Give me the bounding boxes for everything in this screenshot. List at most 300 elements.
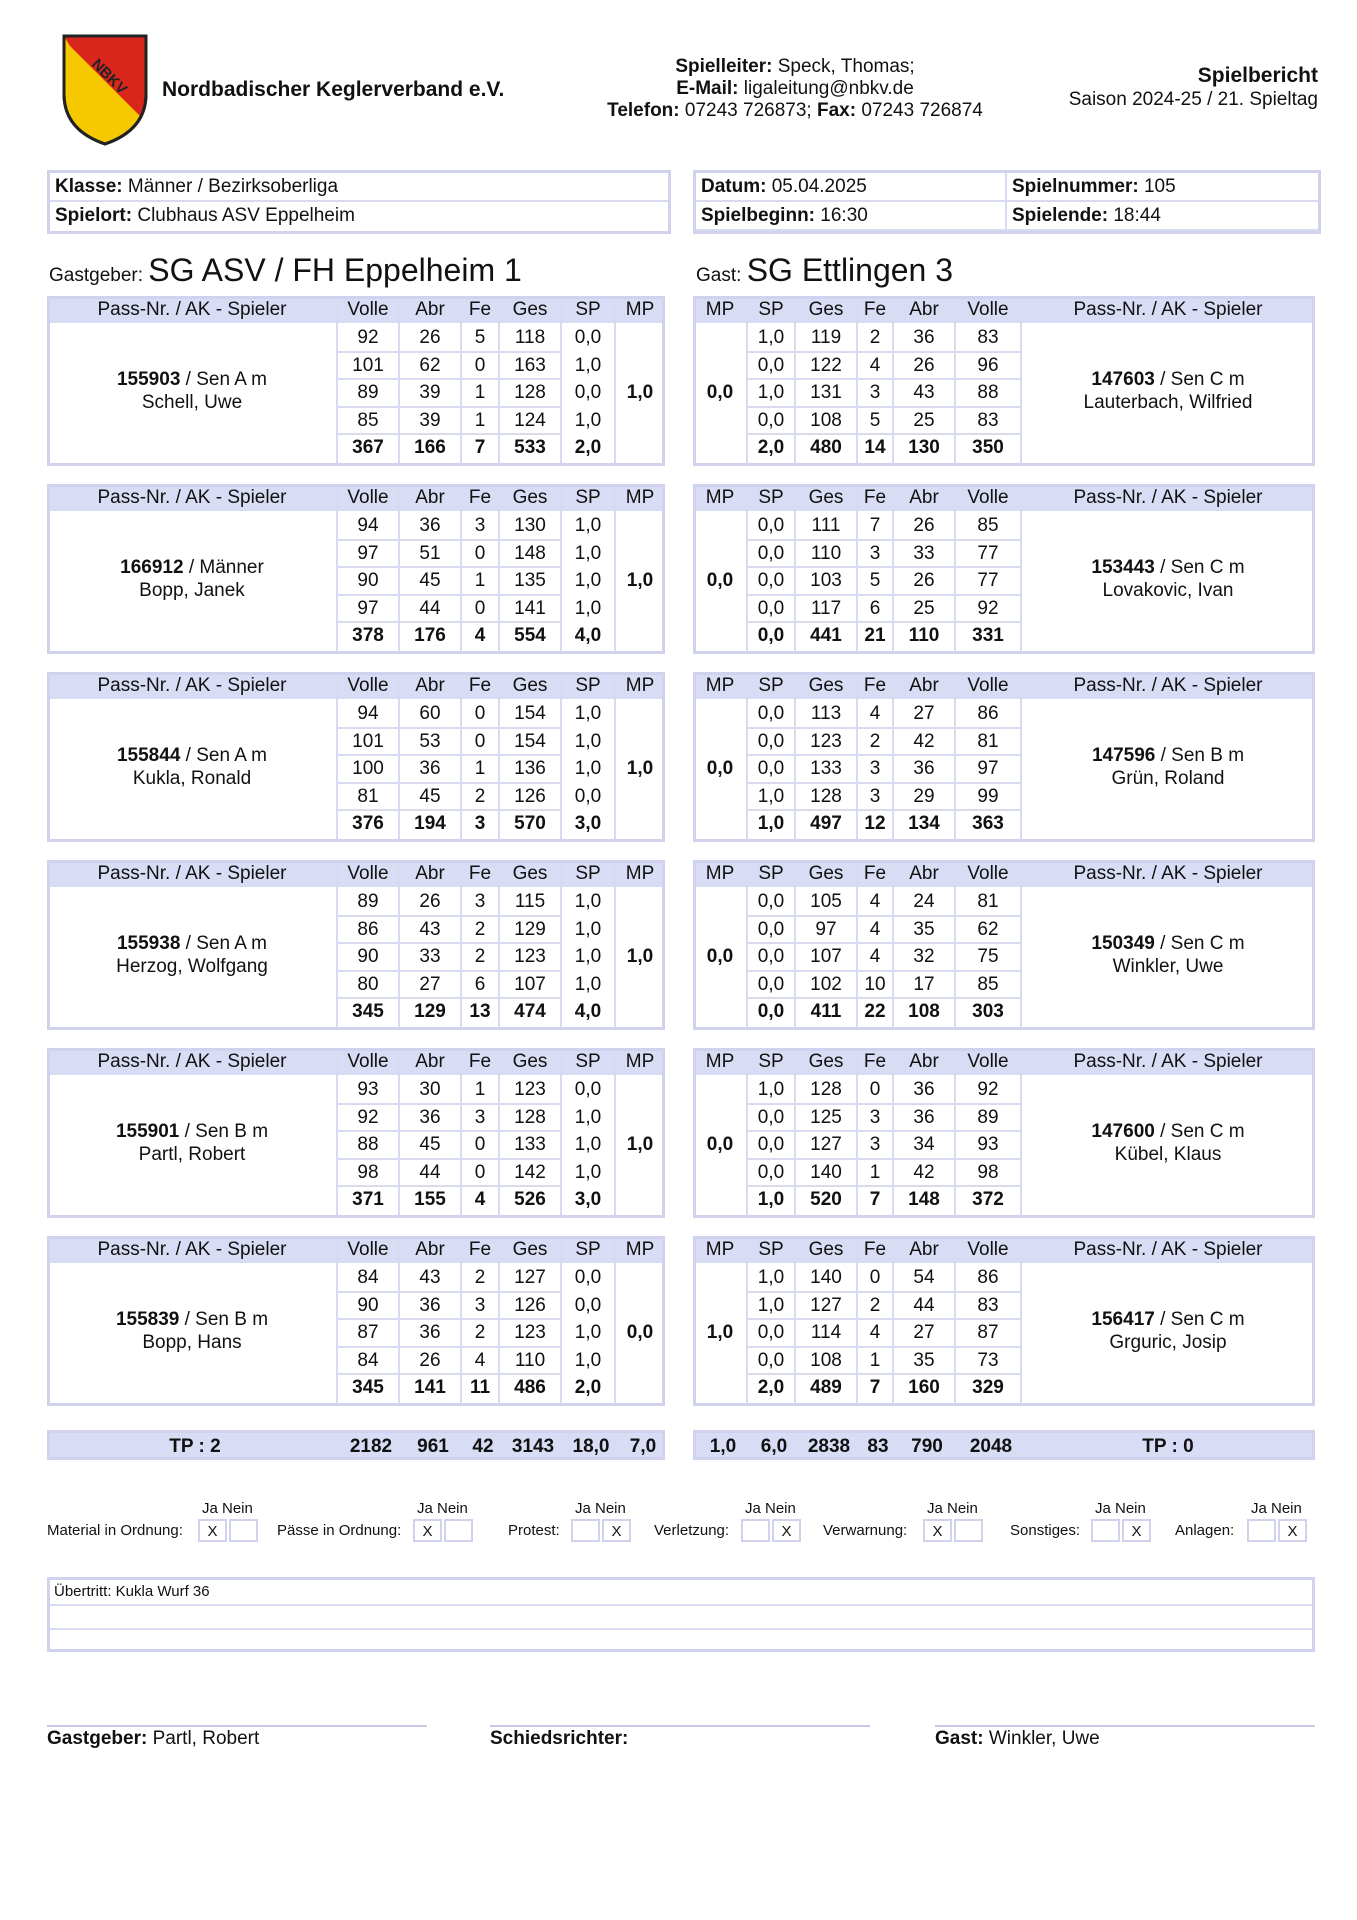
score-cell: 3 bbox=[474, 891, 486, 912]
score-cell: 1,0 bbox=[574, 1134, 602, 1155]
column-header: Pass-Nr. / AK - Spieler bbox=[97, 299, 287, 320]
score-cell: 87 bbox=[357, 1322, 379, 1343]
score-cell: 2 bbox=[869, 327, 881, 348]
player-age-class: / Männer bbox=[183, 557, 264, 578]
column-header: Fe bbox=[863, 863, 887, 884]
total-cell: 526 bbox=[514, 1189, 546, 1210]
score-cell: 42 bbox=[913, 1161, 935, 1183]
column-header: Abr bbox=[909, 675, 939, 696]
column-header: SP bbox=[758, 1051, 784, 1072]
column-header: Fe bbox=[468, 675, 492, 696]
column-header: Abr bbox=[909, 863, 939, 884]
score-cell: 51 bbox=[419, 542, 441, 564]
score-cell: 33 bbox=[913, 542, 935, 564]
score-cell: 26 bbox=[419, 327, 441, 348]
column-header: Abr bbox=[415, 1051, 445, 1072]
score-cell: 44 bbox=[913, 1294, 935, 1316]
score-cell: 107 bbox=[810, 946, 842, 967]
score-cell: 29 bbox=[913, 785, 935, 807]
block-border bbox=[47, 1048, 665, 1218]
match-points: 1,0 bbox=[626, 1134, 654, 1155]
score-cell: 1,0 bbox=[574, 1161, 602, 1183]
column-header: Volle bbox=[347, 299, 389, 320]
score-cell: 2 bbox=[474, 946, 486, 967]
total-cell: 160 bbox=[908, 1377, 940, 1398]
column-header: Pass-Nr. / AK - Spieler bbox=[97, 1239, 287, 1260]
signature-home: Gastgeber: Partl, Robert bbox=[47, 1728, 260, 1749]
total-cell: 3,0 bbox=[574, 1189, 602, 1210]
grand-total-cell: 790 bbox=[911, 1436, 943, 1457]
score-cell: 54 bbox=[913, 1267, 935, 1288]
match-points: 1,0 bbox=[706, 1322, 734, 1343]
total-cell: 21 bbox=[864, 625, 886, 646]
score-cell: 1,0 bbox=[574, 703, 602, 724]
total-cell: 7 bbox=[474, 437, 486, 458]
player-name: Kübel, Klaus bbox=[1114, 1144, 1222, 1165]
score-cell: 1,0 bbox=[757, 1294, 785, 1316]
score-cell: 123 bbox=[514, 1322, 546, 1343]
score-cell: 0,0 bbox=[574, 1267, 602, 1288]
player-pass-number: 150349 bbox=[1091, 933, 1155, 954]
player-pass-number: 147600 bbox=[1091, 1121, 1155, 1142]
score-cell: 111 bbox=[811, 515, 841, 536]
score-cell: 0,0 bbox=[757, 597, 785, 619]
score-cell: 110 bbox=[810, 542, 842, 564]
total-cell: 2,0 bbox=[574, 1377, 602, 1398]
score-cell: 123 bbox=[514, 1079, 546, 1100]
checkbox-ja bbox=[1091, 1519, 1120, 1542]
score-cell: 10 bbox=[864, 973, 886, 995]
score-cell: 26 bbox=[913, 354, 935, 376]
score-cell: 100 bbox=[352, 758, 384, 779]
total-cell: 141 bbox=[414, 1377, 446, 1398]
score-cell: 142 bbox=[514, 1161, 546, 1183]
home-totals bbox=[47, 1430, 665, 1460]
column-header: Volle bbox=[967, 1051, 1009, 1072]
column-header: MP bbox=[705, 675, 735, 696]
score-cell: 123 bbox=[514, 946, 546, 967]
score-cell: 34 bbox=[913, 1134, 935, 1155]
score-cell: 36 bbox=[913, 1106, 935, 1128]
total-cell: 474 bbox=[514, 1001, 546, 1022]
column-header: Volle bbox=[347, 863, 389, 884]
column-header: Fe bbox=[863, 1239, 887, 1260]
score-cell: 4 bbox=[869, 946, 881, 967]
score-cell: 154 bbox=[514, 730, 546, 752]
score-cell: 75 bbox=[977, 946, 999, 967]
check-label: Pässe in Ordnung: bbox=[277, 1522, 402, 1539]
column-header: Ges bbox=[512, 863, 548, 884]
column-header: SP bbox=[575, 1051, 601, 1072]
score-cell: 5 bbox=[474, 327, 486, 348]
player-age-class: / Sen C m bbox=[1154, 369, 1245, 390]
score-cell: 86 bbox=[977, 703, 999, 724]
checkbox-ja: X bbox=[923, 1519, 952, 1542]
score-cell: 36 bbox=[419, 515, 441, 536]
player-name: Lauterbach, Wilfried bbox=[1083, 392, 1253, 413]
remarks-line-1: Übertritt: Kukla Wurf 36 bbox=[54, 1583, 210, 1600]
score-cell: 1,0 bbox=[757, 1079, 785, 1100]
column-header: Fe bbox=[863, 487, 887, 508]
score-cell: 6 bbox=[869, 597, 881, 619]
match-points: 0,0 bbox=[706, 570, 734, 591]
block-border bbox=[47, 1236, 665, 1406]
player-pass-number: 155903 bbox=[116, 369, 181, 390]
score-cell: 7 bbox=[869, 515, 881, 536]
score-cell: 96 bbox=[977, 354, 999, 376]
spielnummer-value: 105 bbox=[1143, 176, 1176, 197]
score-cell: 26 bbox=[419, 1349, 441, 1371]
total-cell: 130 bbox=[908, 437, 940, 458]
score-cell: 94 bbox=[357, 703, 379, 724]
score-cell: 0 bbox=[474, 703, 486, 724]
column-header: Ges bbox=[808, 675, 844, 696]
home-game-block bbox=[47, 1048, 665, 1218]
column-header: Volle bbox=[967, 487, 1009, 508]
column-header: MP bbox=[705, 1051, 735, 1072]
column-header: Fe bbox=[468, 299, 492, 320]
check-label: Material in Ordnung: bbox=[47, 1522, 183, 1539]
score-cell: 0,0 bbox=[757, 891, 785, 912]
score-cell: 3 bbox=[869, 785, 881, 807]
column-header: Ges bbox=[512, 299, 548, 320]
score-cell: 93 bbox=[357, 1079, 379, 1100]
score-cell: 4 bbox=[869, 354, 881, 376]
column-header: Volle bbox=[347, 1239, 389, 1260]
player-age-class: / Sen B m bbox=[179, 1121, 269, 1142]
column-header: Ges bbox=[808, 1239, 844, 1260]
score-cell: 87 bbox=[977, 1322, 999, 1343]
total-cell: 12 bbox=[864, 813, 886, 834]
score-cell: 36 bbox=[419, 758, 441, 779]
column-header: Pass-Nr. / AK - Spieler bbox=[1073, 675, 1263, 696]
score-cell: 136 bbox=[514, 758, 546, 779]
score-cell: 3 bbox=[869, 382, 881, 403]
total-cell: 22 bbox=[864, 1001, 886, 1022]
total-cell: 497 bbox=[810, 813, 842, 834]
block-border bbox=[47, 860, 665, 1030]
score-cell: 115 bbox=[514, 891, 546, 912]
spielbeginn-value: 16:30 bbox=[820, 205, 868, 226]
checkbox-nein: X bbox=[1122, 1519, 1151, 1542]
score-cell: 97 bbox=[357, 597, 379, 619]
score-cell: 4 bbox=[869, 891, 881, 912]
score-cell: 102 bbox=[810, 973, 842, 995]
column-header: Volle bbox=[967, 299, 1009, 320]
score-cell: 0,0 bbox=[757, 542, 785, 564]
column-header: Ges bbox=[808, 1051, 844, 1072]
score-cell: 126 bbox=[514, 1294, 546, 1316]
column-header: Ges bbox=[808, 863, 844, 884]
home-game-block bbox=[47, 296, 665, 466]
match-points: 1,0 bbox=[626, 946, 654, 967]
klasse-value: Männer / Bezirksoberliga bbox=[127, 176, 339, 197]
score-cell: 0,0 bbox=[574, 785, 602, 807]
column-header: Volle bbox=[347, 487, 389, 508]
player-age-class: / Sen C m bbox=[1154, 557, 1245, 578]
grand-total-cell: 2182 bbox=[349, 1436, 393, 1457]
score-cell: 0,0 bbox=[757, 1349, 785, 1371]
spielende-value: 18:44 bbox=[1113, 205, 1161, 226]
away-game-block bbox=[693, 672, 1315, 842]
player-pass-number: 166912 bbox=[120, 557, 184, 578]
score-cell: 129 bbox=[514, 918, 546, 940]
score-cell: 133 bbox=[514, 1134, 546, 1155]
column-header: Pass-Nr. / AK - Spieler bbox=[97, 1051, 287, 1072]
score-cell: 93 bbox=[977, 1134, 999, 1155]
score-cell: 45 bbox=[419, 1134, 441, 1155]
score-cell: 110 bbox=[514, 1349, 546, 1371]
score-cell: 97 bbox=[815, 918, 837, 940]
column-header: Abr bbox=[415, 487, 445, 508]
block-border bbox=[693, 1236, 1315, 1406]
column-header: Fe bbox=[863, 299, 887, 320]
checkbox-nein: X bbox=[602, 1519, 631, 1542]
player-pass-number: 153443 bbox=[1091, 557, 1155, 578]
score-cell: 1,0 bbox=[574, 1349, 602, 1371]
column-header: Ges bbox=[512, 1051, 548, 1072]
checkbox-nein: X bbox=[1278, 1519, 1307, 1542]
grand-total-cell: 83 bbox=[867, 1436, 889, 1457]
away-totals bbox=[693, 1430, 1315, 1460]
score-cell: 77 bbox=[977, 570, 999, 591]
column-header: Pass-Nr. / AK - Spieler bbox=[97, 675, 287, 696]
score-cell: 0,0 bbox=[757, 703, 785, 724]
column-header: Volle bbox=[967, 863, 1009, 884]
score-cell: 1 bbox=[474, 758, 486, 779]
score-cell: 27 bbox=[913, 703, 935, 724]
score-cell: 1,0 bbox=[574, 891, 602, 912]
column-header: Ges bbox=[512, 1239, 548, 1260]
match-points: 0,0 bbox=[706, 758, 734, 779]
player-age-class: / Sen B m bbox=[1155, 745, 1245, 766]
checkbox-nein: X bbox=[772, 1519, 801, 1542]
score-cell: 5 bbox=[869, 570, 881, 591]
grand-total-cell: 18,0 bbox=[572, 1436, 610, 1457]
match-points: 1,0 bbox=[626, 570, 654, 591]
column-header: Abr bbox=[415, 299, 445, 320]
score-cell: 89 bbox=[357, 382, 379, 403]
score-cell: 80 bbox=[357, 973, 379, 995]
score-cell: 1 bbox=[869, 1349, 881, 1371]
total-cell: 345 bbox=[352, 1377, 384, 1398]
column-header: SP bbox=[575, 299, 601, 320]
total-cell: 13 bbox=[469, 1001, 491, 1022]
score-cell: 1,0 bbox=[574, 758, 602, 779]
score-cell: 0,0 bbox=[757, 354, 785, 376]
player-pass-number: 156417 bbox=[1091, 1309, 1155, 1330]
total-cell: 108 bbox=[908, 1001, 940, 1022]
check-label: Anlagen: bbox=[1175, 1522, 1235, 1539]
score-cell: 25 bbox=[913, 597, 935, 619]
score-cell: 97 bbox=[977, 758, 999, 779]
score-cell: 163 bbox=[514, 354, 546, 376]
contact-info: Spielleiter: Speck, Thomas; E-Mail: ligaleitung@nbkv.de Telefon: 07243 726873; Fax: 07243 726874 bbox=[607, 56, 983, 121]
score-cell: 101 bbox=[352, 730, 384, 752]
column-header: Fe bbox=[863, 675, 887, 696]
total-cell: 3,0 bbox=[574, 813, 602, 834]
total-cell: 2,0 bbox=[574, 437, 602, 458]
match-points: 0,0 bbox=[706, 1134, 734, 1155]
home-team-title: Gastgeber: SG ASV / FH Eppelheim 1 bbox=[49, 252, 522, 288]
score-cell: 62 bbox=[977, 918, 999, 940]
score-cell: 44 bbox=[419, 597, 441, 619]
score-cell: 133 bbox=[810, 758, 842, 779]
total-cell: 7 bbox=[869, 1377, 881, 1398]
column-header: Fe bbox=[468, 487, 492, 508]
score-cell: 3 bbox=[869, 1134, 881, 1155]
match-points: 1,0 bbox=[626, 382, 654, 403]
score-cell: 39 bbox=[419, 382, 441, 403]
checkbox-ja bbox=[741, 1519, 770, 1542]
score-cell: 92 bbox=[357, 327, 379, 348]
score-cell: 3 bbox=[869, 758, 881, 779]
score-cell: 92 bbox=[977, 1079, 999, 1100]
checkbox-nein bbox=[229, 1519, 258, 1542]
total-cell: 363 bbox=[972, 813, 1004, 834]
total-cell: 367 bbox=[352, 437, 384, 458]
score-cell: 98 bbox=[977, 1161, 999, 1183]
home-game-block bbox=[47, 672, 665, 842]
player-name: Kukla, Ronald bbox=[132, 768, 252, 789]
score-cell: 1,0 bbox=[757, 785, 785, 807]
total-cell: 486 bbox=[514, 1377, 546, 1398]
column-header: SP bbox=[575, 675, 601, 696]
total-cell: 1,0 bbox=[757, 813, 785, 834]
column-header: Pass-Nr. / AK - Spieler bbox=[1073, 487, 1263, 508]
score-cell: 3 bbox=[474, 515, 486, 536]
score-cell: 2 bbox=[474, 1322, 486, 1343]
score-cell: 126 bbox=[514, 785, 546, 807]
checkbox-ja: X bbox=[198, 1519, 227, 1542]
column-header: Pass-Nr. / AK - Spieler bbox=[97, 863, 287, 884]
score-cell: 0,0 bbox=[757, 515, 785, 536]
total-cell: 11 bbox=[469, 1377, 491, 1398]
score-cell: 25 bbox=[913, 409, 935, 431]
score-cell: 140 bbox=[810, 1267, 842, 1288]
score-cell: 86 bbox=[977, 1267, 999, 1288]
organization-name: Nordbadischer Keglerverband e.V. bbox=[162, 78, 505, 101]
total-cell: 303 bbox=[972, 1001, 1004, 1022]
grand-total-cell: 961 bbox=[417, 1436, 449, 1457]
signature-line-away bbox=[935, 1725, 1315, 1727]
column-header: Ges bbox=[512, 487, 548, 508]
score-cell: 36 bbox=[913, 758, 935, 779]
away-team-title: Gast: SG Ettlingen 3 bbox=[696, 252, 954, 288]
score-cell: 127 bbox=[514, 1267, 546, 1288]
score-cell: 1,0 bbox=[574, 1106, 602, 1128]
checkbox-nein bbox=[444, 1519, 473, 1542]
column-header: Volle bbox=[347, 675, 389, 696]
grand-total-cell: 2048 bbox=[969, 1436, 1013, 1457]
column-header: Pass-Nr. / AK - Spieler bbox=[1073, 1051, 1263, 1072]
score-cell: 0,0 bbox=[574, 1079, 602, 1100]
home-game-block bbox=[47, 860, 665, 1030]
total-cell: 2,0 bbox=[757, 1377, 785, 1398]
score-cell: 1 bbox=[474, 1079, 486, 1100]
block-border bbox=[693, 672, 1315, 842]
score-cell: 0,0 bbox=[757, 973, 785, 995]
home-game-block bbox=[47, 484, 665, 654]
score-cell: 0,0 bbox=[574, 1294, 602, 1316]
score-cell: 32 bbox=[913, 946, 935, 967]
player-pass-number: 147596 bbox=[1091, 745, 1156, 766]
match-points: 0,0 bbox=[706, 382, 734, 403]
score-cell: 39 bbox=[419, 409, 441, 431]
score-cell: 1,0 bbox=[574, 409, 602, 431]
score-cell: 17 bbox=[913, 973, 935, 995]
score-cell: 0,0 bbox=[757, 946, 785, 967]
player-name: Grün, Roland bbox=[1111, 768, 1225, 789]
home-game-block bbox=[47, 1236, 665, 1406]
score-cell: 128 bbox=[514, 1106, 546, 1128]
player-pass-number: 155901 bbox=[115, 1121, 180, 1142]
column-header: Pass-Nr. / AK - Spieler bbox=[97, 487, 287, 508]
home-tp: TP : 2 bbox=[169, 1436, 221, 1457]
score-cell: 45 bbox=[419, 570, 441, 591]
score-cell: 94 bbox=[357, 515, 379, 536]
score-cell: 43 bbox=[913, 382, 935, 403]
score-cell: 42 bbox=[913, 730, 935, 752]
total-cell: 345 bbox=[352, 1001, 384, 1022]
datum-value: 05.04.2025 bbox=[771, 176, 867, 197]
total-cell: 350 bbox=[972, 437, 1004, 458]
score-cell: 1 bbox=[474, 570, 486, 591]
remarks-box bbox=[47, 1577, 1315, 1652]
player-pass-number: 155844 bbox=[116, 745, 181, 766]
score-cell: 36 bbox=[419, 1106, 441, 1128]
report-heading bbox=[1000, 64, 1318, 112]
checkbox-ja bbox=[1247, 1519, 1276, 1542]
away-game-block bbox=[693, 1236, 1315, 1406]
column-header: MP bbox=[625, 863, 655, 884]
player-name: Schell, Uwe bbox=[141, 392, 243, 413]
score-cell: 1,0 bbox=[757, 1267, 785, 1288]
score-cell: 85 bbox=[977, 515, 999, 536]
score-cell: 90 bbox=[357, 570, 379, 591]
score-cell: 33 bbox=[419, 946, 441, 967]
score-cell: 101 bbox=[352, 354, 384, 376]
away-game-block bbox=[693, 296, 1315, 466]
score-cell: 0 bbox=[474, 542, 486, 564]
score-cell: 86 bbox=[357, 918, 379, 940]
score-cell: 123 bbox=[810, 730, 842, 752]
ja-nein-header: Ja Nein bbox=[1251, 1500, 1302, 1517]
score-cell: 128 bbox=[514, 382, 546, 403]
score-cell: 0,0 bbox=[757, 409, 785, 431]
total-cell: 329 bbox=[972, 1377, 1004, 1398]
total-cell: 4,0 bbox=[574, 1001, 602, 1022]
ja-nein-header: Ja Nein bbox=[927, 1500, 978, 1517]
column-header: SP bbox=[575, 863, 601, 884]
score-cell: 2 bbox=[474, 1267, 486, 1288]
check-label: Protest: bbox=[508, 1522, 560, 1539]
score-cell: 0,0 bbox=[757, 758, 785, 779]
player-name: Bopp, Janek bbox=[139, 580, 245, 601]
column-header: MP bbox=[625, 675, 655, 696]
total-cell: 372 bbox=[972, 1189, 1004, 1210]
away-game-block bbox=[693, 484, 1315, 654]
score-cell: 128 bbox=[810, 785, 842, 807]
score-cell: 97 bbox=[357, 542, 379, 564]
match-points: 1,0 bbox=[626, 758, 654, 779]
score-cell: 0,0 bbox=[757, 730, 785, 752]
column-header: SP bbox=[758, 1239, 784, 1260]
column-header: Volle bbox=[347, 1051, 389, 1072]
column-header: Abr bbox=[909, 1239, 939, 1260]
score-cell: 26 bbox=[913, 570, 935, 591]
player-age-class: / Sen B m bbox=[179, 1309, 269, 1330]
